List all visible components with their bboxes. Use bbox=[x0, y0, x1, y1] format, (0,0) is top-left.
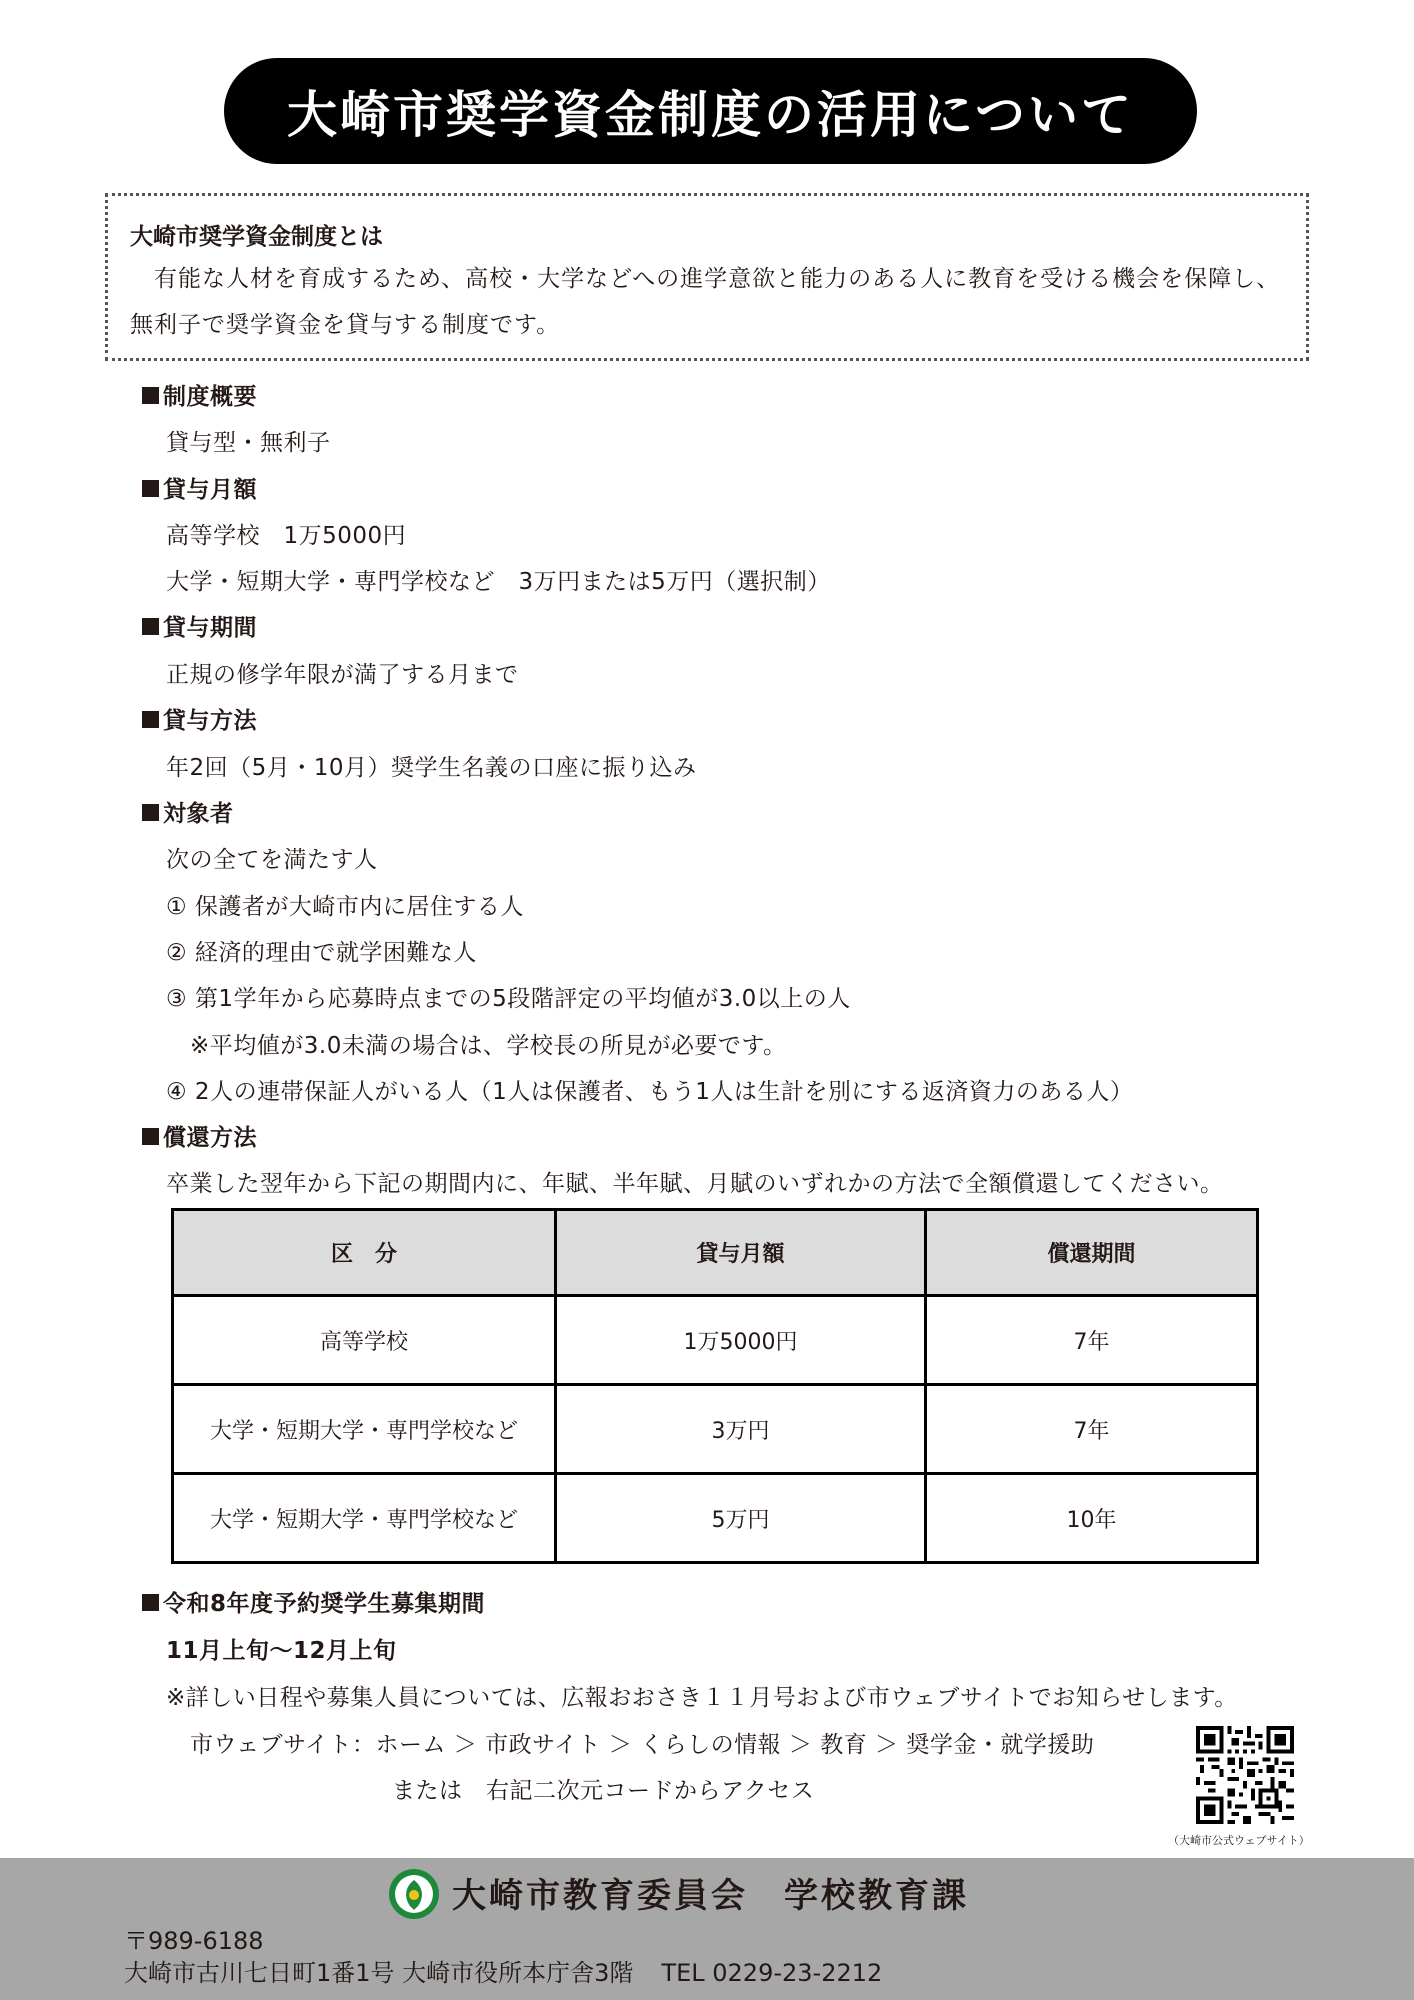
qr-code-icon[interactable] bbox=[1196, 1726, 1294, 1824]
repayment-heading: 償還方法 bbox=[142, 1119, 257, 1152]
method-heading: 貸与方法 bbox=[142, 702, 257, 735]
page-title: 大崎市奨学資金制度の活用について bbox=[224, 58, 1197, 164]
footer-postal-code: 〒989-6188 bbox=[124, 1927, 264, 1955]
repayment-text: 卒業した翌年から下記の期間内に、年賦、半年賦、月賦のいずれかの方法で全額償還してください。 bbox=[166, 1171, 1224, 1197]
table-row bbox=[173, 1296, 1258, 1385]
period-heading: 貸与期間 bbox=[142, 609, 257, 642]
table-header: 償還期間 bbox=[926, 1210, 1258, 1296]
table-cell: 7年 bbox=[926, 1385, 1258, 1474]
method-text: 年2回（5月・10月）奨学生名義の口座に振り込み bbox=[166, 755, 697, 781]
qr-hint: または 右記二次元コードからアクセス bbox=[392, 1778, 815, 1804]
footer-address bbox=[124, 1953, 882, 1988]
monthly-heading: 貸与月額 bbox=[142, 471, 257, 504]
recruit-dates: 11月上旬～12月上旬 bbox=[166, 1638, 397, 1664]
table-cell: 3万円 bbox=[556, 1385, 926, 1474]
repayment-table bbox=[171, 1208, 1259, 1564]
eligibility-heading: 対象者 bbox=[142, 795, 234, 828]
square-bullet-icon bbox=[142, 1594, 159, 1611]
table-cell: 10年 bbox=[926, 1474, 1258, 1563]
footer-org-name: 大崎市教育委員会 bbox=[452, 1876, 748, 1916]
table-cell: 大学・短期大学・専門学校など bbox=[173, 1385, 556, 1474]
monthly-high-school: 高等学校 1万5000円 bbox=[166, 523, 407, 549]
overview-text: 貸与型・無利子 bbox=[166, 430, 331, 456]
square-bullet-icon bbox=[142, 804, 159, 821]
eligibility-item: ② 経済的理由で就学困難な人 bbox=[166, 940, 477, 966]
monthly-university: 大学・短期大学・専門学校など 3万円または5万円（選択制） bbox=[166, 569, 831, 595]
table-cell: 7年 bbox=[926, 1296, 1258, 1385]
qr-caption: （大崎市公式ウェブサイト） bbox=[1168, 1834, 1310, 1847]
table-row bbox=[173, 1385, 1258, 1474]
table-cell: 高等学校 bbox=[173, 1296, 556, 1385]
table-cell: 5万円 bbox=[556, 1474, 926, 1563]
eligibility-item: ① 保護者が大崎市内に居住する人 bbox=[166, 894, 524, 920]
eligibility-item: ③ 第1学年から応募時点までの5段階評定の平均値が3.0以上の人 bbox=[166, 986, 851, 1012]
square-bullet-icon bbox=[142, 480, 159, 497]
table-cell: 大学・短期大学・専門学校など bbox=[173, 1474, 556, 1563]
period-text: 正規の修学年限が満了する月まで bbox=[166, 662, 519, 688]
footer-tel: TEL 0229-23-2212 bbox=[661, 1959, 883, 1987]
eligibility-lead: 次の全てを満たす人 bbox=[166, 847, 378, 873]
intro-heading: 大崎市奨学資金制度とは bbox=[130, 224, 383, 250]
square-bullet-icon bbox=[142, 618, 159, 635]
table-header: 区 分 bbox=[173, 1210, 556, 1296]
recruit-heading: 令和8年度予約奨学生募集期間 bbox=[142, 1585, 485, 1618]
table-row bbox=[173, 1474, 1258, 1563]
table-cell: 1万5000円 bbox=[556, 1296, 926, 1385]
table-header: 貸与月額 bbox=[556, 1210, 926, 1296]
overview-heading: 制度概要 bbox=[142, 378, 257, 411]
city-logo-icon bbox=[388, 1868, 440, 1920]
intro-body: 有能な人材を育成するため、高校・大学などへの進学意欲と能力のある人に教育を受ける機会を保障し、無利子で奨学資金を貸与する制度です。 bbox=[130, 266, 1281, 338]
recruit-note: ※詳しい日程や募集人員については、広報おおさき１１月号および市ウェブサイトでお知らせします。 bbox=[166, 1685, 1238, 1711]
footer-address-text: 大崎市古川七日町1番1号 大崎市役所本庁舎3階 bbox=[124, 1959, 634, 1987]
footer-organization bbox=[452, 1868, 969, 1917]
intro-box bbox=[105, 193, 1309, 361]
square-bullet-icon bbox=[142, 711, 159, 728]
footer-dept-name: 学校教育課 bbox=[784, 1876, 969, 1916]
square-bullet-icon bbox=[142, 387, 159, 404]
footer bbox=[0, 1858, 1414, 2000]
table-header-row bbox=[173, 1210, 1258, 1296]
web-path: 市ウェブサイト：ホーム ＞ 市政サイト ＞ くらしの情報 ＞ 教育 ＞ 奨学金・就学援助 bbox=[190, 1732, 1095, 1758]
square-bullet-icon bbox=[142, 1128, 159, 1145]
eligibility-item: ④ 2人の連帯保証人がいる人（1人は保護者、もう1人は生計を別にする返済資力のある人） bbox=[166, 1079, 1134, 1105]
eligibility-note: ※平均値が3.0未満の場合は、学校長の所見が必要です。 bbox=[190, 1033, 787, 1059]
